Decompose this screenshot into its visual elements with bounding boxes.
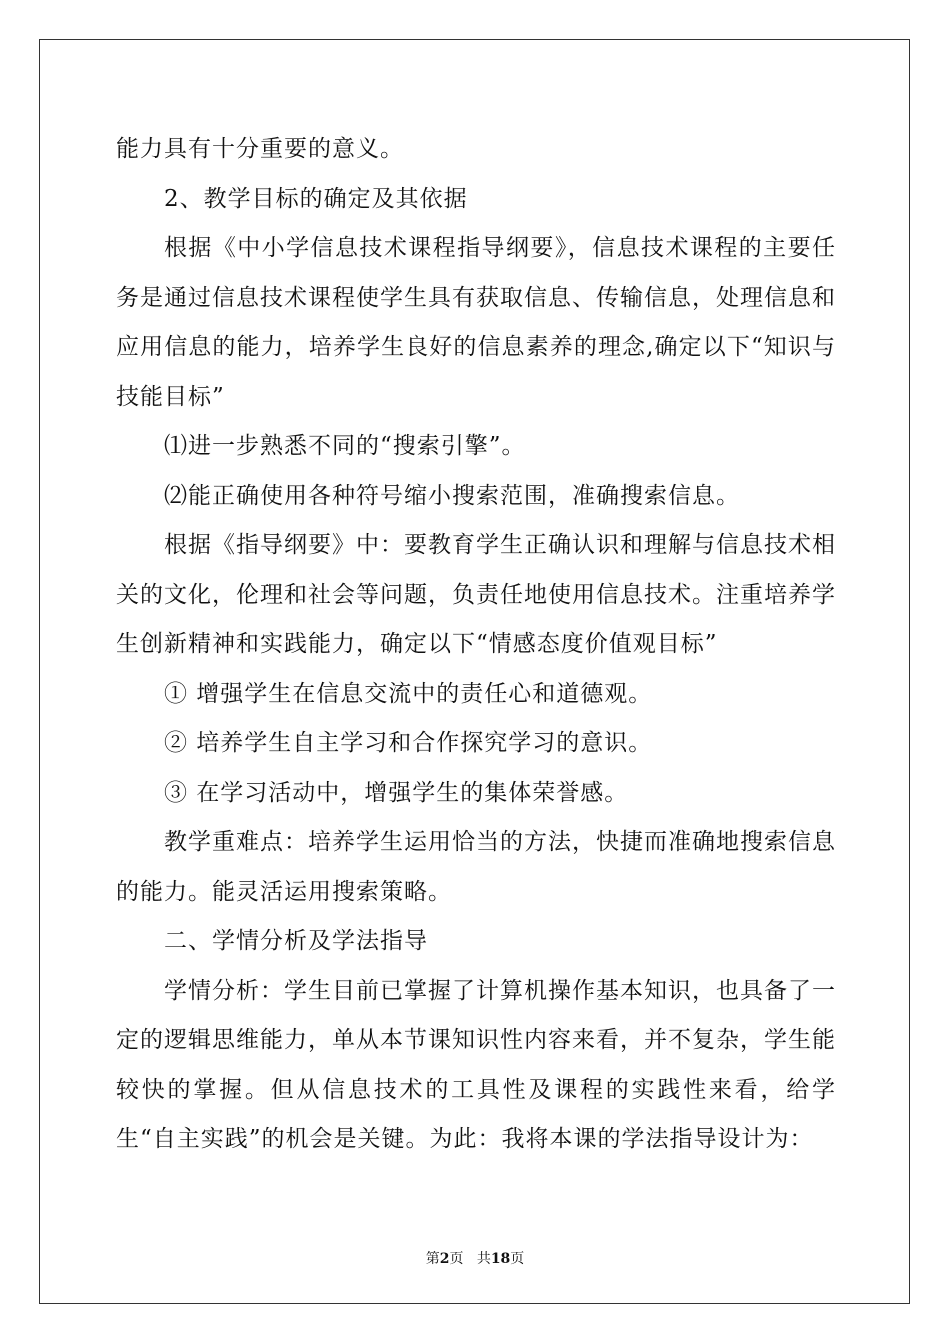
paragraph: 能力具有十分重要的意义。: [116, 136, 404, 162]
paragraph: 根据《指导纲要》中：要教育学生正确认识和理解与信息技术相关的文化，伦理和社会等问题，负责任地使用信息技术。注重培养学生创新精神和实践能力，确定以下“情感态度价值观目标”: [116, 532, 836, 657]
paragraph: 根据《中小学信息技术课程指导纲要》，信息技术课程的主要任务是通过信息技术课程使学生具有获取信息、传输信息，处理信息和应用信息的能力，培养学生良好的信息素养的理念,确定以下“知识与技能目标”: [116, 235, 836, 410]
page-number: 2: [439, 1251, 450, 1267]
list-item: ③ 在学习活动中，增强学生的集体荣誉感。: [164, 779, 629, 806]
list-item: ① 增强学生在信息交流中的责任心和道德观。: [164, 680, 653, 707]
page-prefix: 第: [425, 1251, 440, 1267]
list-item: ⑵能正确使用各种符号缩小搜索范围，准确搜索信息。: [164, 482, 740, 509]
list-item: ② 培养学生自主学习和合作探究学习的意识。: [164, 730, 653, 756]
list-item: ⑴进一步熟悉不同的“搜索引擎”。: [164, 433, 526, 459]
document-body: [116, 125, 836, 1165]
page-footer: [0, 1248, 950, 1268]
section-heading: 二、学情分析及学法指导: [164, 928, 428, 954]
total-suffix: 页: [510, 1251, 525, 1267]
page-suffix: 页: [449, 1251, 464, 1267]
total-prefix: 共: [476, 1251, 491, 1267]
total-pages: 18: [490, 1251, 511, 1267]
section-heading: 2、教学目标的确定及其依据: [164, 185, 468, 212]
paragraph: 教学重难点：培养学生运用恰当的方法，快捷而准确地搜索信息的能力。能灵活运用搜索策略。: [116, 829, 836, 905]
paragraph: 学情分析：学生目前已掌握了计算机操作基本知识，也具备了一定的逻辑思维能力，单从本节课知识性内容来看，并不复杂，学生能较快的掌握。但从信息技术的工具性及课程的实践性来看，给学生“自主实践”的机会是关键。为此：我将本课的学法指导设计为：: [116, 977, 836, 1152]
